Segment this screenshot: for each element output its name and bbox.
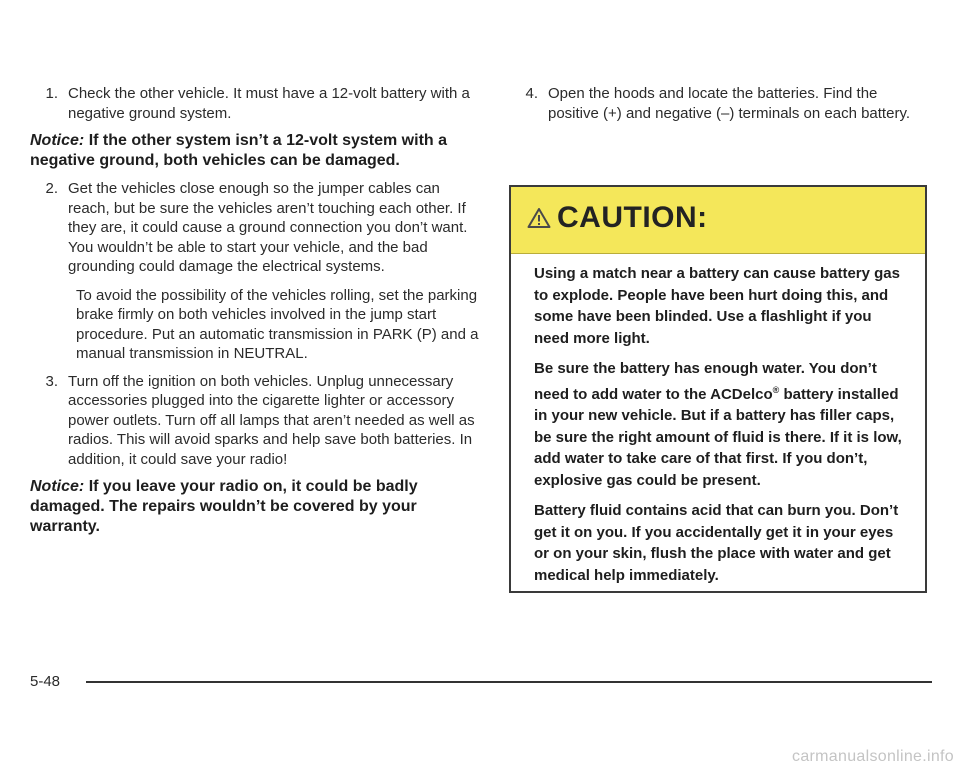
step-1 (30, 84, 480, 123)
footer-rule (86, 681, 932, 683)
step-text: Turn off the ignition on both vehicles. Unplug unnecessary accessories plugged into the cigarette lighter or accessory power outlets. Turn off all lamps that aren’t needed as well as radios. This will avoid sparks and help save both batteries. In addition, it could save your radio! (68, 372, 475, 468)
notice-2 (30, 477, 480, 537)
registered-mark: ® (772, 384, 780, 395)
caution-paragraph-1: Using a match near a battery can cause battery gas to explode. People have been hurt doing this, and some have been blinded. Use a flashlight if you need more light. (534, 265, 900, 347)
caution-header (511, 187, 925, 254)
step-text: Get the vehicles close enough so the jumper cables can reach, but be sure the vehicles aren’t touching each other. If they are, it could cause a ground connection you don’t want. You wouldn’t be able to start your vehicle, and the bad grounding could damage the electrical systems. (68, 180, 468, 275)
step-subtext: To avoid the possibility of the vehicles rolling, set the parking brake firmly on both vehicles involved in the jump start procedure. Put an automatic transmission in PARK (P) and a manual transmission in NEUTRAL. (76, 286, 479, 362)
notice-label: Notice: (30, 132, 85, 149)
caution-paragraph-2 (534, 358, 909, 491)
caution-paragraph-2-start: Be sure the battery has enough water. You don’t need to add water to the ACDelco (534, 360, 877, 403)
caution-title (527, 201, 708, 237)
step-text: Check the other vehicle. It must have a 12-volt battery with a negative ground system. (68, 85, 470, 122)
caution-body (534, 263, 909, 595)
notice-text: If you leave your radio on, it could be badly damaged. The repairs wouldn’t be covered by your warranty. (30, 478, 418, 535)
step-4 (510, 84, 930, 123)
step-3 (30, 372, 480, 470)
caution-paragraph-2-end: battery installed in your new vehicle. But if a battery has filler caps, be sure the right amount of fluid is there. If it is low, add water to take care of that first. If you don’t, explosive gas could be present. (534, 385, 902, 489)
step-number: 1. (45, 85, 58, 102)
right-column (510, 84, 930, 131)
step-2 (30, 179, 480, 364)
step-number: 3. (45, 372, 58, 390)
step-number: 4. (525, 85, 538, 102)
caution-box (509, 185, 927, 593)
notice-label: Notice: (30, 478, 85, 495)
caution-paragraph-3: Battery fluid contains acid that can burn you. Don’t get it on you. If you accidentally get it in your eyes or on your skin, flush the place with water and get medical help immediately. (534, 502, 899, 584)
step-number: 2. (45, 180, 58, 197)
notice-text: If the other system isn’t a 12-volt system with a negative ground, both vehicles can be damaged. (30, 132, 448, 169)
left-column (30, 84, 480, 545)
watermark: carmanualsonline.info (792, 748, 954, 765)
warning-triangle-icon (527, 203, 551, 237)
caution-title-text: CAUTION: (557, 201, 708, 234)
step-text: Open the hoods and locate the batteries. Find the positive (+) and negative (–) terminals on each battery. (548, 85, 910, 122)
notice-1 (30, 131, 480, 171)
page-number: 5-48 (30, 673, 61, 690)
